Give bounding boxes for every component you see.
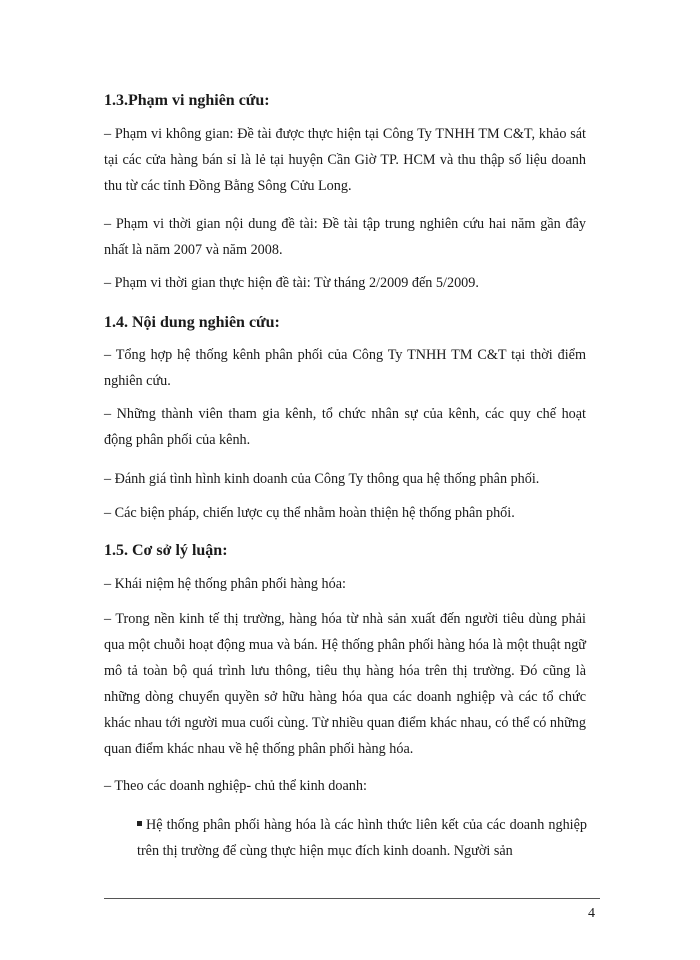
page-number: 4 xyxy=(588,906,595,921)
paragraph-content-4: – Các biện pháp, chiến lược cụ thể nhằm hoàn thiện hệ thống phân phối. xyxy=(104,505,515,521)
paragraph-time-scope: – Phạm vi thời gian nội dung đề tài: Đề tài tập trung nghiên cứu hai năm gần đây nhất là năm 2007 và năm 2008. xyxy=(104,216,586,258)
bullet-item xyxy=(137,812,587,864)
footer-rule xyxy=(104,898,600,899)
heading-scope: 1.3.Phạm vi nghiên cứu: xyxy=(104,92,270,109)
paragraph-content-3: – Đánh giá tình hình kinh doanh của Công Ty thông qua hệ thống phân phối. xyxy=(104,471,540,487)
paragraph-content-2: – Những thành viên tham gia kênh, tổ chức nhân sự của kênh, các quy chế hoạt động phân phối của kênh. xyxy=(104,406,586,448)
heading-theory: 1.5. Cơ sở lý luận: xyxy=(104,542,228,559)
paragraph-theory-1: – Khái niệm hệ thống phân phối hàng hóa: xyxy=(104,576,346,592)
paragraph-content-1: – Tổng hợp hệ thống kênh phân phối của Công Ty TNHH TM C&T tại thời điểm nghiên cứu. xyxy=(104,347,586,389)
paragraph-theory-3: – Theo các doanh nghiệp- chủ thể kinh doanh: xyxy=(104,778,367,794)
paragraph-space-scope: – Phạm vi không gian: Đề tài được thực hiện tại Công Ty TNHH TM C&T, khảo sát tại các cửa hàng bán sỉ là lẻ tại huyện Cần Giờ TP. HCM và thu thập số liệu doanh thu từ các tỉnh Đồng Bằng Sông Cửu Long. xyxy=(104,126,586,194)
paragraph-theory-2: – Trong nền kinh tế thị trường, hàng hóa từ nhà sản xuất đến người tiêu dùng phải qua một chuỗi hoạt động mua và bán. Hệ thống phân phối hàng hóa là một thuật ngữ mô tả toàn bộ quá trình lưu thông, tiêu thụ hàng hóa trên thị trường. Đó cũng là những dòng chuyển quyền sở hữu hàng hóa qua các doanh nghiệp và các tổ chức khác nhau tới người mua cuối cùng. Từ nhiều quan điểm khác nhau, có thể có những quan điểm khác nhau về hệ thống phân phối hàng hóa. xyxy=(104,611,586,757)
paragraph-schedule: – Phạm vi thời gian thực hiện đề tài: Từ tháng 2/2009 đến 5/2009. xyxy=(104,275,479,291)
heading-content: 1.4. Nội dung nghiên cứu: xyxy=(104,314,280,331)
bullet-text: Hệ thống phân phối hàng hóa là các hình thức liên kết của các doanh nghiệp trên thị trường để cùng thực hiện mục đích kinh doanh. Người sản xyxy=(137,817,587,859)
square-bullet-icon xyxy=(137,821,142,826)
